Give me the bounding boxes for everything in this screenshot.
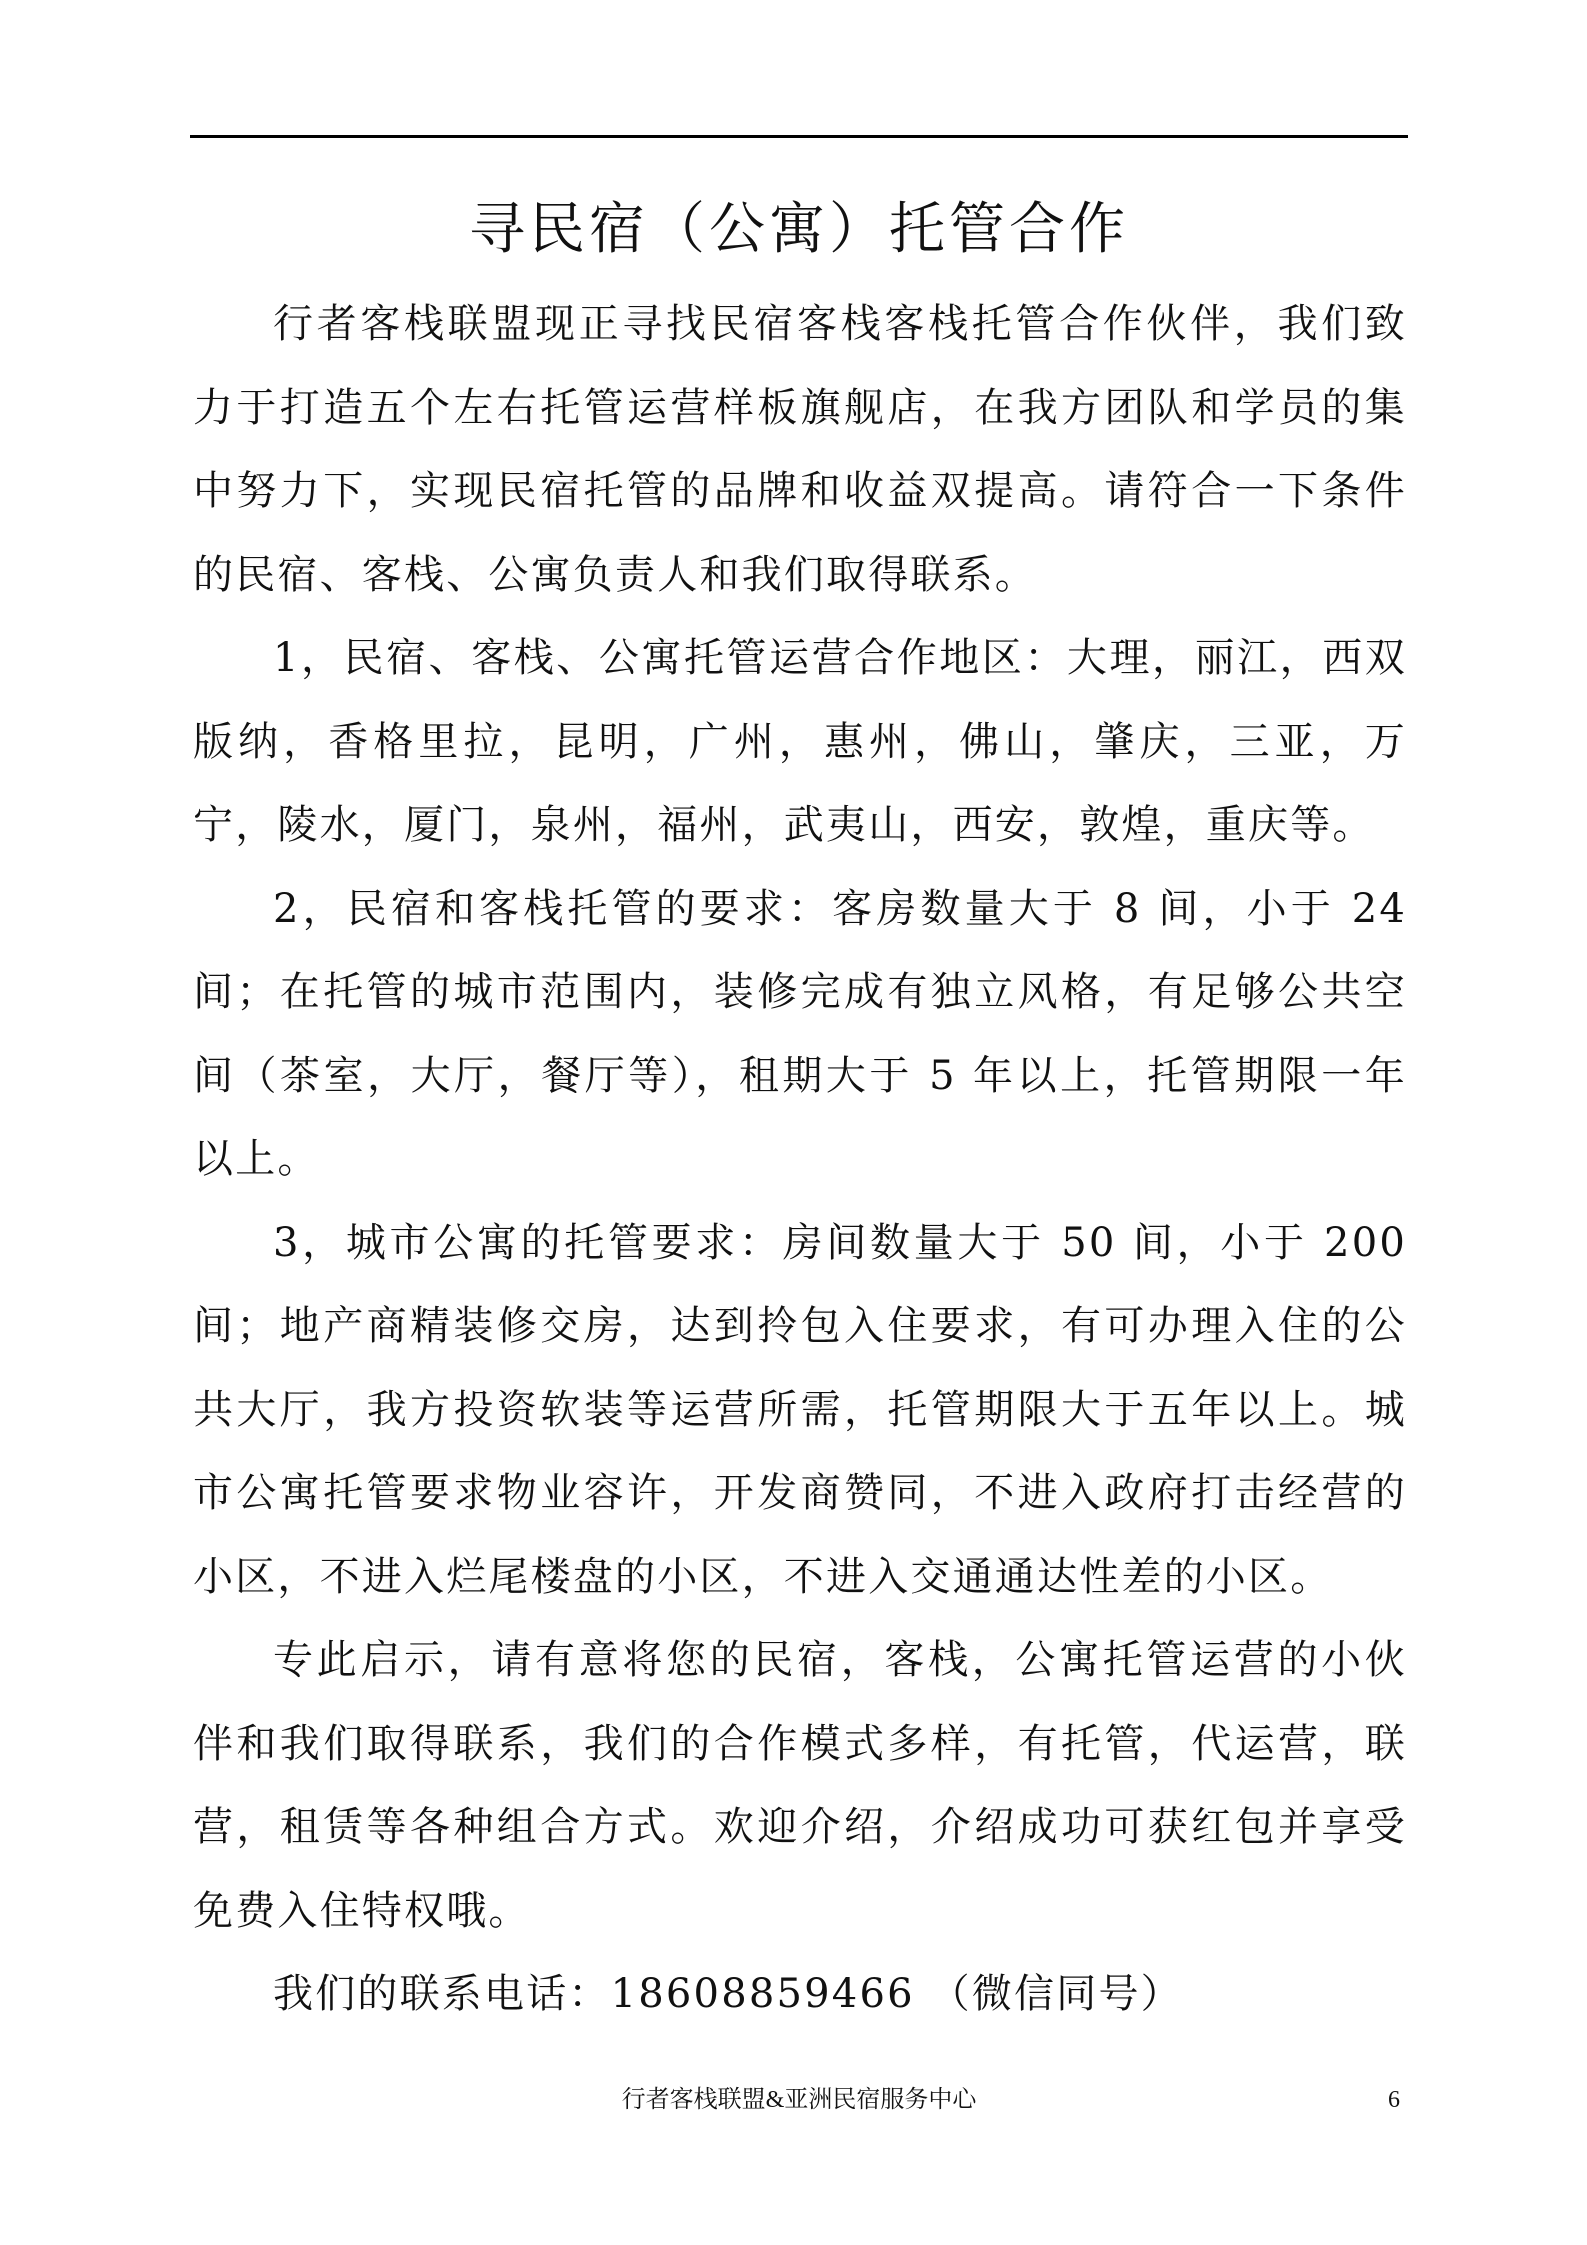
document-body xyxy=(193,283,1407,2037)
apartment-requirements-paragraph: 3，城市公寓的托管要求：房间数量大于 50 间，小于 200 间；地产商精装修交房，达到拎包入住要求，有可办理入住的公共大厅，我方投资软装等运营所需，托管期限大于五年以上。城市公寓托管要求物业容许，开发商赞同，不进入政府打击经营的小区，不进入烂尾楼盘的小区，不进入交通通达性差的小区。 xyxy=(193,1219,1407,1600)
inn-requirements-paragraph: 2，民宿和客栈托管的要求：客房数量大于 8 间，小于 24 间；在托管的城市范围内，装修完成有独立风格，有足够公共空间（茶室，大厅，餐厅等），租期大于 5 年以上，托管期限一年以上。 xyxy=(193,885,1407,1182)
closing-paragraph: 专此启示，请有意将您的民宿，客栈，公寓托管运营的小伙伴和我们取得联系，我们的合作模式多样，有托管，代运营，联营，租赁等各种组合方式。欢迎介绍，介绍成功可获红包并享受免费入住特权哦。 xyxy=(193,1637,1407,1934)
regions-paragraph: 1，民宿、客栈、公寓托管运营合作地区：大理，丽江，西双版纳，香格里拉，昆明，广州，惠州，佛山，肇庆，三亚，万宁，陵水，厦门，泉州，福州，武夷山，西安，敦煌，重庆等。 xyxy=(193,635,1407,848)
contact-paragraph: 我们的联系电话：18608859466 （微信同号） xyxy=(273,1971,1183,2017)
header-rule xyxy=(190,135,1408,138)
intro-paragraph: 行者客栈联盟现正寻找民宿客栈客栈托管合作伙伴，我们致力于打造五个左右托管运营样板旗舰店，在我方团队和学员的集中努力下，实现民宿托管的品牌和收益双提高。请符合一下条件的民宿、客栈、公寓负责人和我们取得联系。 xyxy=(193,301,1407,598)
page-number: 6 xyxy=(1388,2087,1400,2113)
page-footer xyxy=(190,2085,1408,2115)
footer-organization: 行者客栈联盟&亚洲民宿服务中心 xyxy=(621,2087,977,2113)
page-title: 寻民宿（公寓）托管合作 xyxy=(469,197,1129,262)
